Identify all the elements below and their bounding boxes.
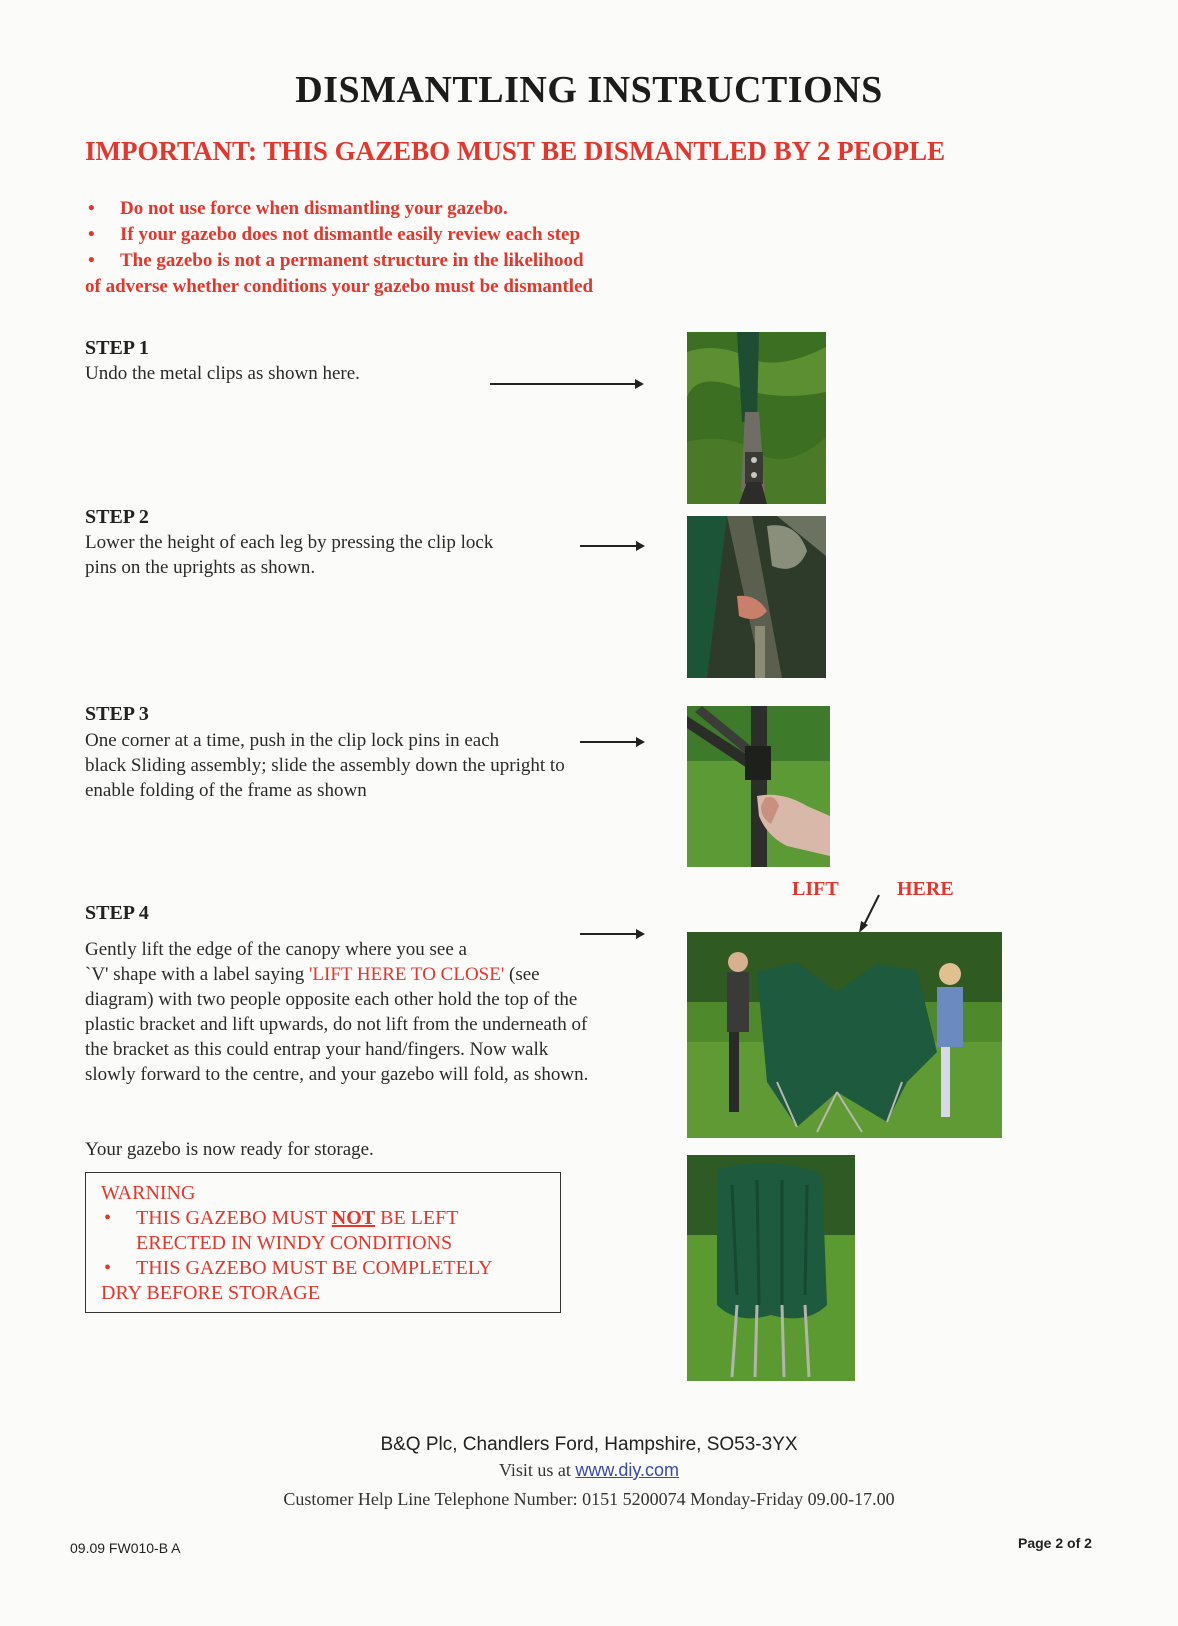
company-address: B&Q Plc, Chandlers Ford, Hampshire, SO53-3YX [380, 1434, 798, 1455]
step-4-text-pre: `V' shape with a label saying [85, 964, 309, 985]
step-1-photo [687, 332, 826, 504]
lift-here-to-close-label: 'LIFT HERE TO CLOSE' [308, 964, 505, 985]
warning-line-1-post: BE LEFT [375, 1207, 459, 1229]
warning-item [101, 1206, 560, 1231]
page-number: Page 2 of 2 [1018, 1535, 1092, 1551]
website-link[interactable]: www.diy.com [575, 1460, 680, 1480]
step-4-text-line-1: Gently lift the edge of the canopy where you see a [85, 939, 467, 960]
step-1-title: STEP 1 [85, 337, 149, 359]
warning-line-3: THIS GAZEBO MUST BE COMPLETELY [136, 1257, 493, 1279]
safety-bullets [85, 196, 785, 300]
step-4-title: STEP 4 [85, 902, 149, 924]
warning-heading: WARNING [101, 1182, 196, 1204]
step-4-text-line-4: plastic bracket and lift upwards, do not lift from the underneath of [85, 1014, 588, 1035]
step-4-text-line-6: slowly forward to the centre, and your gazebo will fold, as shown. [85, 1064, 589, 1085]
step-4-text-line-3: diagram) with two people opposite each other hold the top of the [85, 989, 578, 1010]
document-code: 09.09 FW010-B A [70, 1540, 181, 1556]
page-title: DISMANTLING INSTRUCTIONS [295, 69, 883, 111]
step-5-folded-photo [687, 1155, 855, 1381]
step-4-photo [687, 932, 1002, 1138]
bullet-continuation: of adverse whether conditions your gazebo must be dismantled [85, 276, 594, 297]
bullet-icon: • [88, 224, 95, 245]
visit-label: Visit us at [498, 1460, 576, 1480]
bullet-text: If your gazebo does not dismantle easily review each step [120, 224, 581, 245]
helpline: Customer Help Line Telephone Number: 0151 5200074 Monday-Friday 09.00-17.00 [283, 1489, 895, 1509]
step-3-title: STEP 3 [85, 703, 149, 725]
ready-text: Your gazebo is now ready for storage. [85, 1139, 374, 1160]
bullet-icon: • [104, 1207, 112, 1229]
important-notice: IMPORTANT: THIS GAZEBO MUST BE DISMANTLED BY 2 PEOPLE [85, 136, 946, 166]
warning-not-emphasis: NOT [331, 1207, 376, 1229]
step-3-text-line-2: black Sliding assembly; slide the assembly down the upright to [85, 755, 565, 776]
step-2-photo [687, 516, 826, 678]
bullet-item [85, 196, 785, 222]
lift-pointer-arrow-icon [855, 893, 885, 935]
bullet-text: The gazebo is not a permanent structure in the likelihood [120, 250, 584, 271]
website-line [0, 1460, 1178, 1481]
warning-line-2: ERECTED IN WINDY CONDITIONS [136, 1232, 453, 1254]
warning-line-1-pre: THIS GAZEBO MUST [136, 1207, 332, 1229]
step-3-photo [687, 706, 830, 867]
step-4-arrow-icon [580, 933, 641, 935]
step-1-arrow-icon [490, 383, 640, 385]
step-1-text: Undo the metal clips as shown here. [85, 363, 360, 384]
step-3-text-line-1: One corner at a time, push in the clip lock pins in each [85, 730, 500, 751]
bullet-icon: • [88, 198, 95, 219]
step-4-text-line-5: the bracket as this could entrap your hand/fingers. Now walk [85, 1039, 549, 1060]
step-2-text-line-1: Lower the height of each leg by pressing the clip lock [85, 532, 494, 553]
bullet-item [85, 248, 785, 274]
here-label: HERE [897, 878, 954, 900]
step-2-text-line-2: pins on the uprights as shown. [85, 557, 316, 578]
step-3-text-line-3: enable folding of the frame as shown [85, 780, 367, 801]
step-4-text-line-2 [85, 962, 540, 987]
bullet-icon: • [104, 1257, 112, 1279]
bullet-item [85, 222, 785, 248]
warning-line-4: DRY BEFORE STORAGE [101, 1282, 320, 1304]
bullet-icon: • [88, 250, 95, 271]
warning-box [85, 1172, 561, 1313]
step-2-title: STEP 2 [85, 506, 149, 528]
step-2-arrow-icon [580, 545, 641, 547]
lift-label: LIFT [792, 878, 839, 900]
step-4-text-post: (see [504, 964, 540, 985]
bullet-text: Do not use force when dismantling your gazebo. [120, 198, 508, 219]
warning-item [101, 1256, 560, 1281]
step-3-arrow-icon [580, 741, 641, 743]
